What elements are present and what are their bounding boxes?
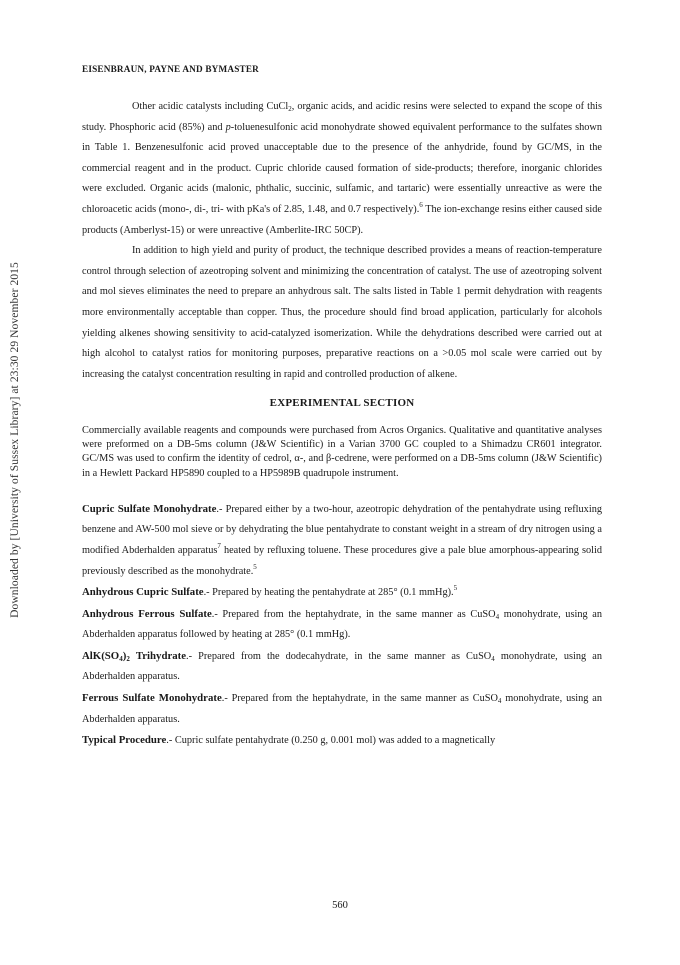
paragraph-catalysts bbox=[82, 97, 602, 241]
text-run: heated by refluxing toluene. These procedures give a pale blue amorphous-appearing solid previously described as the monohydrate. bbox=[82, 544, 603, 577]
text-run: monohydrate, using an Abderhalden apparatus. bbox=[82, 693, 602, 725]
text-run: .- Prepared from the dodecahydrate, in the same manner as CuSO bbox=[186, 650, 492, 662]
reference-superscript: 5 bbox=[253, 562, 257, 571]
procedure-title: Cupric Sulfate Monohydrate bbox=[82, 502, 217, 515]
procedure-title: Ferrous Sulfate Monohydrate bbox=[82, 692, 222, 705]
text-run: .- Cupric sulfate pentahydrate (0.250 g, 0.001 mol) was added to a magnetically bbox=[166, 735, 496, 747]
reference-superscript: 6 bbox=[419, 200, 423, 209]
text-run: .- Prepared by heating the pentahydrate at 285° (0.1 mmHg). bbox=[203, 587, 454, 599]
text-run: ) bbox=[122, 649, 127, 662]
procedure-title: Anhydrous Ferrous Sulfate bbox=[82, 607, 212, 620]
subscript: 2 bbox=[126, 654, 130, 663]
text-run: monohydrate, using an Abderhalden apparatus followed by heating at 285° (0.1 mmHg). bbox=[82, 608, 602, 641]
text-run: .- Prepared either by a two-hour, azeotropic dehydration of the pentahydrate using refluxing benzene and AW-500 mol sieve or by dehydrating the blue pentahydrate to constant weight in a stream of dry nitrogen using a modified Abderhalden apparatus bbox=[82, 503, 602, 556]
reference-superscript: 7 bbox=[217, 541, 221, 550]
subscript: 2 bbox=[288, 105, 292, 113]
procedure-anhydrous-cupric-sulfate bbox=[82, 582, 602, 604]
text-run: monohydrate, using an Abderhalden apparatus. bbox=[82, 650, 602, 683]
procedure-title: Typical Procedure bbox=[82, 734, 167, 747]
text-run: The ion-exchange resins either caused side products (Amberlyst-15) or were unreactive (Amberlite-IRC 50CP). bbox=[82, 203, 602, 236]
subscript: 4 bbox=[491, 654, 495, 663]
paragraph-materials: Commercially available reagents and compounds were purchased from Acros Organics. Qualitative and quantitative analyses were preformed on a DB-5ms column (J&W Scientific) in a Varian 3700 GC coupled to a Shimadzu CR601 integrator. GC/MS was used to confirm the identity of cedrol, α-, and β-cedrene, were performed on a DB-5ms column (J&W Scientific) in a Hewlett Packard HP5890 coupled to a HP5989B quadrupole instrument. bbox=[82, 424, 602, 479]
text-run: Trihydrate bbox=[129, 649, 187, 662]
text-run: AlK(SO bbox=[82, 649, 120, 662]
page-number: 560 bbox=[332, 900, 348, 911]
procedure-anhydrous-ferrous-sulfate bbox=[82, 604, 602, 646]
procedure-alum-trihydrate bbox=[82, 646, 602, 688]
subscript: 4 bbox=[497, 697, 502, 706]
text-run: .- Prepared from the heptahydrate, in the same manner as CuSO bbox=[211, 608, 496, 620]
download-watermark bbox=[4, 210, 26, 670]
procedure-typical bbox=[82, 730, 602, 752]
download-watermark-text: Downloaded by [University of Sussex Library] at 23:30 29 November 2015 bbox=[9, 262, 21, 618]
text-run: .- Prepared from the heptahydrate, in the same manner as CuSO bbox=[221, 693, 498, 705]
subscript: 4 bbox=[119, 654, 123, 663]
subscript: 4 bbox=[495, 612, 500, 621]
text-run: , organic acids, and acidic resins were selected to expand the scope of this study. Phosphoric acid (85%) and bbox=[82, 101, 602, 133]
procedure-title bbox=[82, 650, 186, 662]
procedure-ferrous-sulfate-monohydrate bbox=[82, 688, 602, 730]
section-heading: EXPERIMENTAL SECTION bbox=[269, 397, 415, 410]
text-run: -toluenesulfonic acid monohydrate showed equivalent performance to the sulfates shown in Table 1. Benzenesulfonic acid proved unacceptable due to the presence of the anhydride, found by GC/MS, in the commercial reagent and in the product. Cupric chloride caused formation of side-products; therefore, inorganic chlorides were excluded. Organic acids (malonic, phthalic, succinic, sulfamic, and tartaric) were essentially unreactive as were the chloroacetic acids (mono-, di-, tri- with pKa's of 2.85, 1.48, and 0.7 respectively). bbox=[82, 121, 602, 215]
reference-superscript: 5 bbox=[453, 584, 458, 593]
running-head: EISENBRAUN, PAYNE AND BYMASTER bbox=[82, 64, 260, 74]
page-body bbox=[82, 97, 602, 752]
italic-prefix: p bbox=[225, 121, 231, 133]
text-run: Other acidic catalysts including CuCl bbox=[132, 101, 289, 112]
paragraph-advantages: In addition to high yield and purity of product, the technique described provides a means of reaction-temperature control through selection of azeotroping solvent and minimizing the concentration of catalyst. The use of azeotroping solvent and mol sieves eliminates the need to prepare an anhydrous salt. The salts listed in Table 1 permit dehydration with reagents more environmentally acceptable than copper. Thus, the procedure should find broad application, particularly for alcohols yielding alkenes showing sensitivity to acid-catalyzed isomerization. While the dehydrations described were carried out at high alcohol to catalyst ratios for monitoring purposes, preparative reactions on a >0.05 mol scale were carried out by increasing the catalyst concentration resulting in rapid and controlled production of alkene. bbox=[82, 245, 602, 380]
procedure-cupric-sulfate-monohydrate bbox=[82, 499, 602, 582]
procedure-title: Anhydrous Cupric Sulfate bbox=[82, 586, 204, 599]
